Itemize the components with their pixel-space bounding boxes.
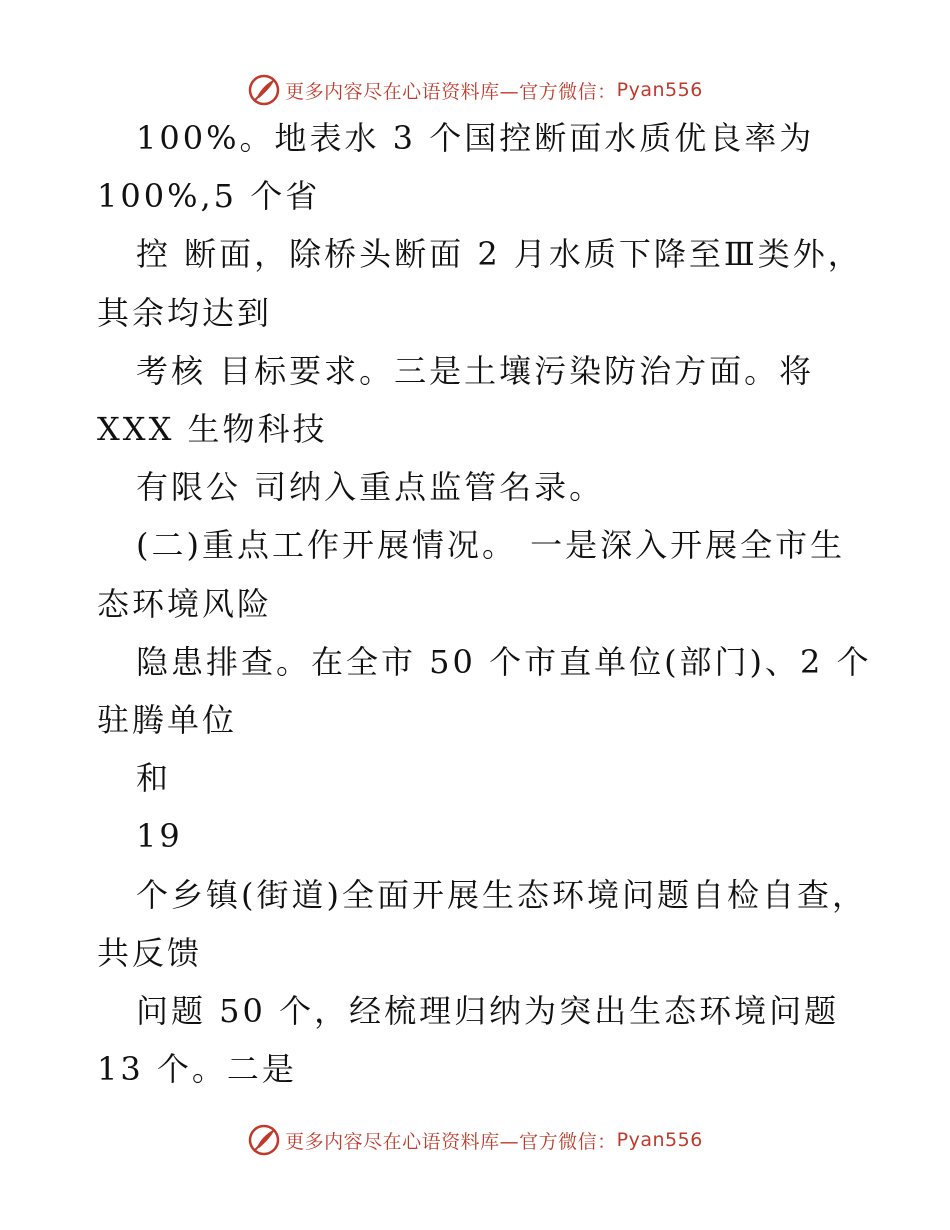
text-line: 驻腾单位 xyxy=(97,701,238,739)
text-line: 个乡镇(街道)全面开展生态环境问题自检自查， xyxy=(136,875,867,914)
watermark-id: Pyan556 xyxy=(616,1129,703,1151)
text-line: 100%,5 个省 xyxy=(97,177,321,216)
text-line: 13 个。二是 xyxy=(97,1050,297,1089)
text-line: 问题 50 个，经梳理归纳为突出生态环境问题 xyxy=(136,992,840,1030)
text-line: 19 xyxy=(136,817,183,856)
text-line: (二)重点工作开展情况。 一是深入开展全市生 xyxy=(136,526,846,565)
footer-watermark xyxy=(0,1120,950,1160)
text-line: 共反馈 xyxy=(97,933,203,972)
text-line: 控 断面，除桥头断面 2 月水质下降至Ⅲ类外， xyxy=(136,235,863,274)
quill-logo-icon xyxy=(247,1123,281,1157)
text-line: 态环境风险 xyxy=(97,584,273,623)
text-line: XXX 生物科技 xyxy=(97,410,328,448)
header-watermark xyxy=(0,70,950,110)
text-line: 其余均达到 xyxy=(97,293,273,332)
watermark-id: Pyan556 xyxy=(616,79,703,101)
text-line: 有限公 司纳入重点监管名录。 xyxy=(136,468,605,507)
text-line: 100%。地表水 3 个国控断面水质优良率为 xyxy=(136,119,815,157)
watermark-text: 更多内容尽在心语资料库—官方微信： xyxy=(285,80,617,103)
text-line: 考核 目标要求。三是土壤污染防治方面。将 xyxy=(136,351,815,390)
text-line: 隐患排查。在全市 50 个市直单位(部门)、2 个 xyxy=(136,642,872,681)
text-line: 和 xyxy=(136,759,172,798)
watermark-text: 更多内容尽在心语资料库—官方微信： xyxy=(285,1130,617,1153)
quill-logo-icon xyxy=(247,73,281,107)
